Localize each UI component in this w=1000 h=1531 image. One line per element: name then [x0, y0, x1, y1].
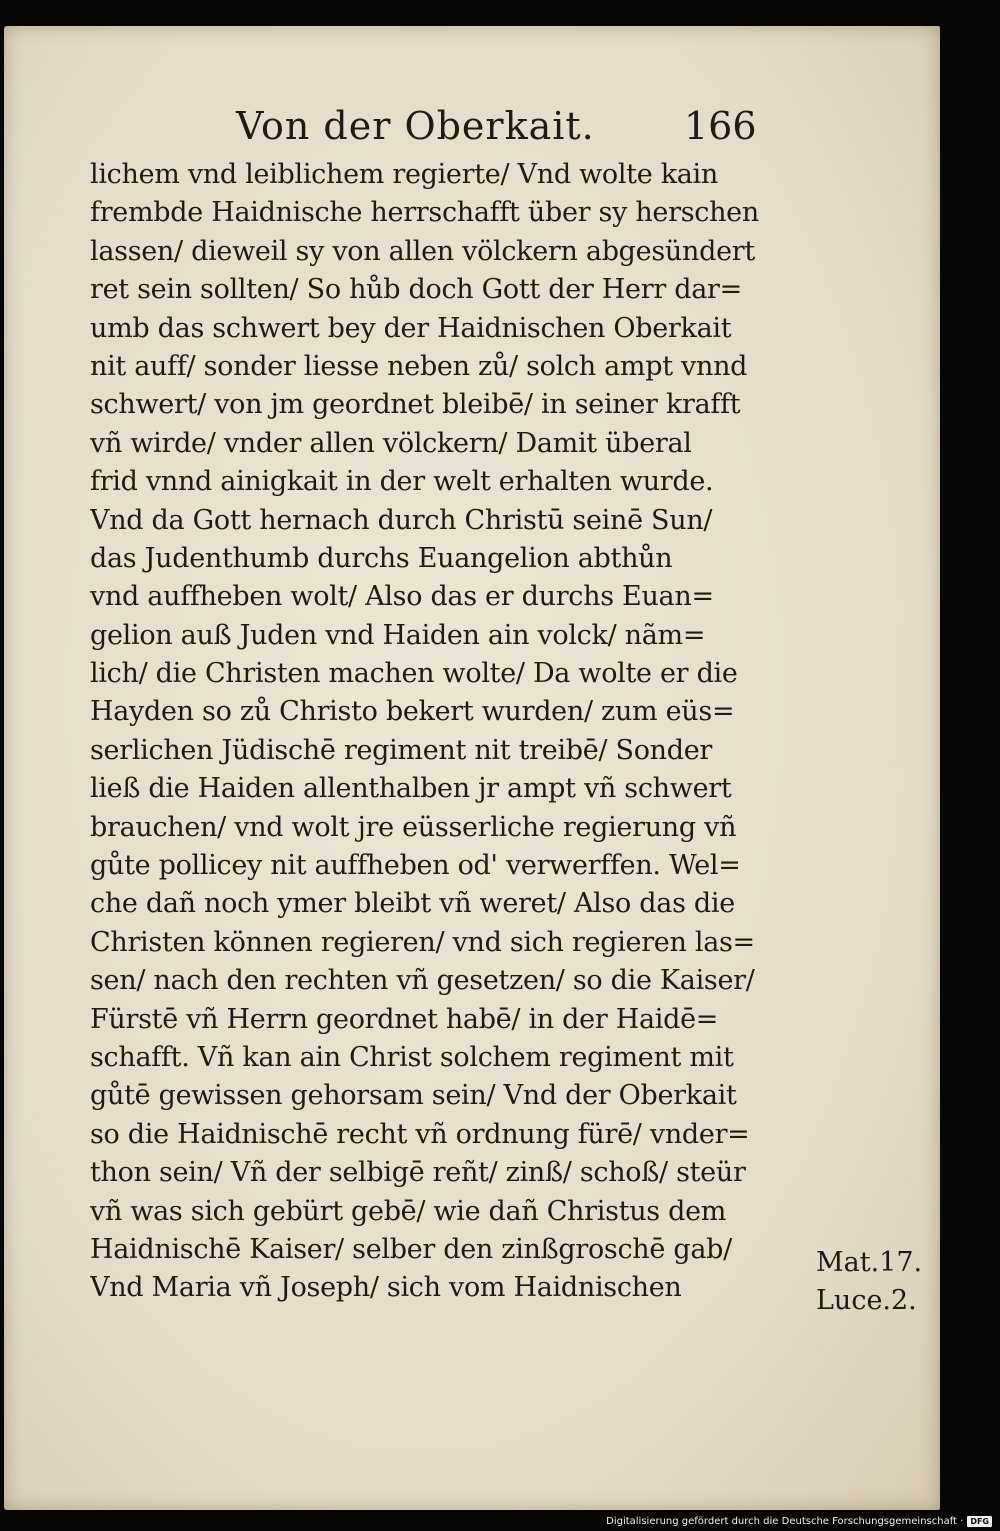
text-line: so die Haidnischē recht vñ ordnung fürē/ vnder=	[90, 1118, 750, 1150]
text-line: gelion auß Juden vnd Haiden ain volck/ nãm=	[90, 619, 706, 651]
text-line: frembde Haidnische herrschafft über sy herschen	[90, 197, 759, 229]
margin-notes	[816, 1244, 942, 1321]
text-line: lich/ die Christen machen wolte/ Da wolte er die	[90, 658, 738, 690]
text-line: thon sein/ Vñ der selbigē reñt/ zinß/ schoß/ steür	[90, 1157, 746, 1189]
text-line: das Judenthumb durchs Euangelion abthůn	[90, 542, 673, 574]
text-line: Vnd da Gott hernach durch Christū seinē Sun/	[90, 504, 713, 536]
running-title: Von der Oberkait.	[236, 104, 595, 148]
page-number: 166	[684, 104, 757, 148]
text-line: gůte pollicey nit auffheben od' verwerffen. Wel=	[90, 850, 741, 882]
text-line: Christen können regieren/ vnd sich regieren las=	[90, 926, 755, 958]
text-line: schafft. Vñ kan ain Christ solchem regiment mit	[90, 1041, 734, 1073]
dfg-logo-icon: DFG	[967, 1516, 992, 1527]
margin-note: Luce.2.	[816, 1285, 917, 1317]
text-line: Haidnischē Kaiser/ selber den zinßgroschē gab/	[90, 1233, 732, 1265]
text-line: nit auff/ sonder liesse neben zů/ solch ampt vnnd	[90, 350, 748, 382]
text-line: serlichen Jüdischē regiment nit treibē/ Sonder	[90, 734, 713, 766]
page-header	[4, 104, 944, 154]
text-line: Hayden so zů Christo bekert wurden/ zum eüs=	[90, 696, 735, 728]
funding-credit: Digitalisierung gefördert durch die Deutsche Forschungsgemeinschaft ·	[606, 1515, 964, 1527]
digitization-footer	[606, 1512, 992, 1530]
book-page	[4, 26, 940, 1510]
margin-note: Mat.17.	[816, 1247, 923, 1278]
text-line: ret sein sollten/ So hůb doch Gott der Herr dar=	[90, 274, 742, 306]
text-line: lassen/ dieweil sy von allen völckern abgesündert	[90, 235, 755, 267]
text-line: umb das schwert bey der Haidnischen Oberkait	[90, 312, 732, 344]
text-line: vnd auffheben wolt/ Also das er durchs Euan=	[90, 581, 714, 613]
text-line: schwert/ von jm geordnet bleibē/ in seiner krafft	[90, 389, 741, 421]
text-line: vñ wirde/ vnder allen völckern/ Damit überal	[90, 427, 692, 459]
text-line: lichem vnd leiblichem regierte/ Vnd wolte kain	[90, 159, 718, 190]
text-line: ließ die Haiden allenthalben jr ampt vñ schwert	[90, 773, 732, 805]
text-line: Fürstē vñ Herrn geordnet habē/ in der Haidē=	[90, 1003, 719, 1035]
text-line: vñ was sich gebürt gebē/ wie dañ Christus dem	[90, 1195, 727, 1227]
text-line: brauchen/ vnd wolt jre eüsserliche regierung vñ	[90, 811, 737, 843]
text-line: frid vnnd ainigkait in der welt erhalten wurde.	[90, 466, 714, 498]
text-line: gůtē gewissen gehorsam sein/ Vnd der Oberkait	[90, 1080, 737, 1112]
body-text	[90, 156, 800, 1308]
text-line: sen/ nach den rechten vñ gesetzen/ so die Kaiser/	[90, 965, 755, 997]
text-line: Vnd Maria vñ Joseph/ sich vom Haidnischen	[90, 1272, 682, 1304]
text-line: che dañ noch ymer bleibt vñ weret/ Also das die	[90, 888, 735, 920]
